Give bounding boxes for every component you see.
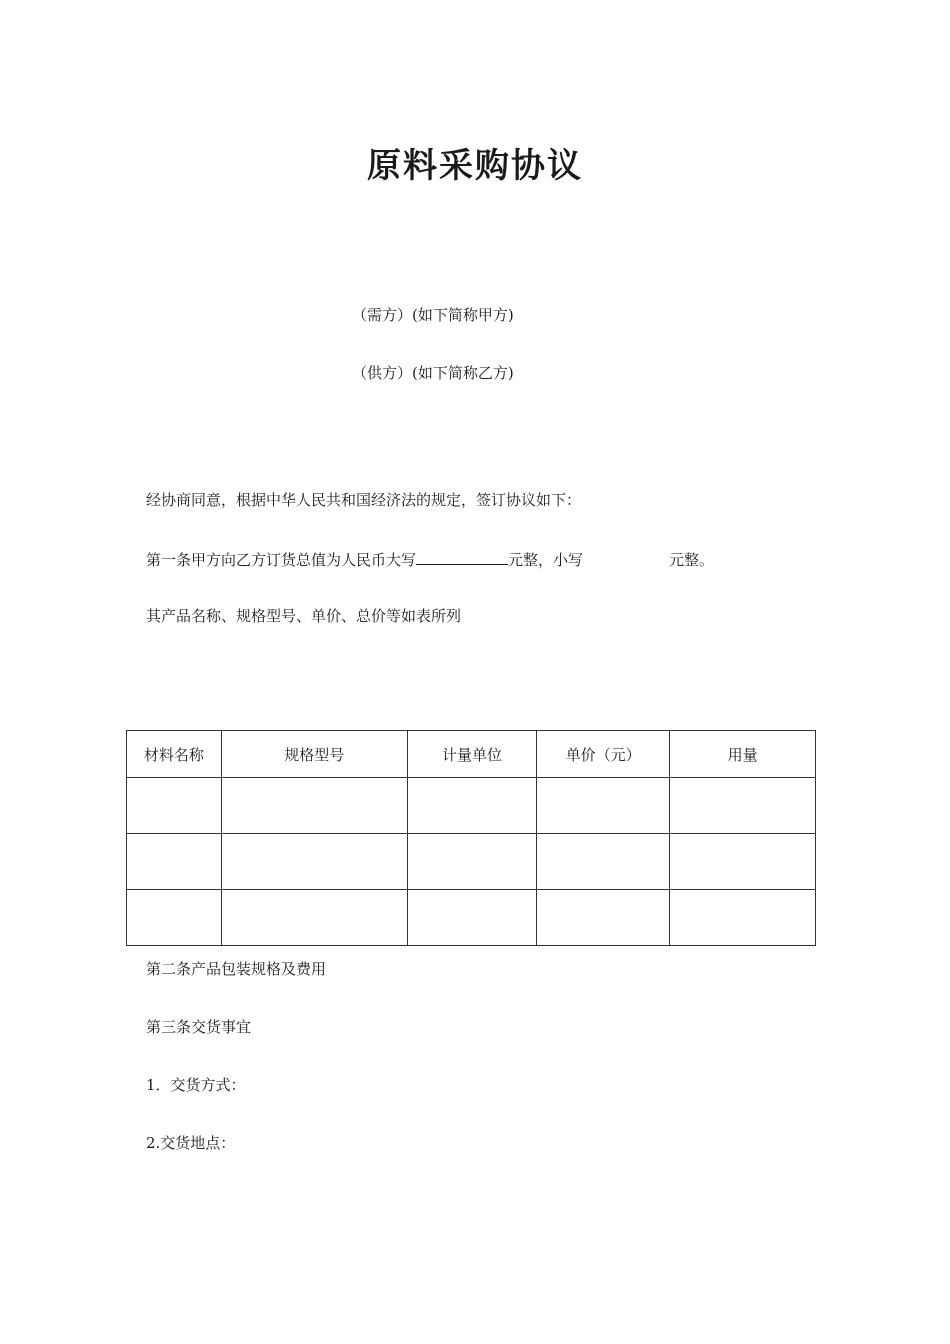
table-cell[interactable] <box>407 778 537 834</box>
header-unit-price: 单价（元） <box>537 731 670 778</box>
delivery-method-item: 1．交货方式： <box>146 1076 246 1094</box>
table-cell[interactable] <box>221 834 407 890</box>
table-row <box>127 890 816 946</box>
article-3-heading: 第三条交货事宜 <box>146 1018 252 1036</box>
table-cell[interactable] <box>407 890 537 946</box>
header-material-name: 材料名称 <box>127 731 222 778</box>
table-cell[interactable] <box>537 890 670 946</box>
table-cell[interactable] <box>670 778 816 834</box>
party-a-line: （需方）(如下简称甲方) <box>352 306 514 324</box>
table-cell[interactable] <box>670 890 816 946</box>
party-b-line: （供方）(如下简称乙方) <box>352 364 514 382</box>
article-1-suffix: 元整。 <box>669 551 715 569</box>
table-cell[interactable] <box>127 890 222 946</box>
article-1-prefix: 第一条甲方向乙方订货总值为人民币大写 <box>146 551 417 569</box>
table-cell[interactable] <box>127 834 222 890</box>
table-header-row <box>127 731 816 778</box>
table-cell[interactable] <box>221 890 407 946</box>
header-unit: 计量单位 <box>407 731 537 778</box>
table-row <box>127 778 816 834</box>
table-cell[interactable] <box>537 778 670 834</box>
intro-paragraph: 经协商同意，根据中华人民共和国经济法的规定，签订协议如下： <box>146 491 582 509</box>
document-title: 原料采购协议 <box>367 146 583 186</box>
materials-table <box>126 730 816 946</box>
header-specification: 规格型号 <box>221 731 407 778</box>
table-row <box>127 834 816 890</box>
table-cell[interactable] <box>127 778 222 834</box>
amount-uppercase-blank[interactable] <box>416 548 508 565</box>
header-quantity: 用量 <box>670 731 816 778</box>
table-cell[interactable] <box>537 834 670 890</box>
article-1-line <box>146 548 714 570</box>
table-cell[interactable] <box>407 834 537 890</box>
products-note: 其产品名称、规格型号、单价、总价等如表所列 <box>146 607 462 625</box>
article-1-middle: 元整，小写 <box>508 551 584 569</box>
table-cell[interactable] <box>670 834 816 890</box>
table-cell[interactable] <box>221 778 407 834</box>
delivery-location-item: 2.交货地点： <box>146 1134 236 1152</box>
article-2-heading: 第二条产品包装规格及费用 <box>146 960 327 978</box>
